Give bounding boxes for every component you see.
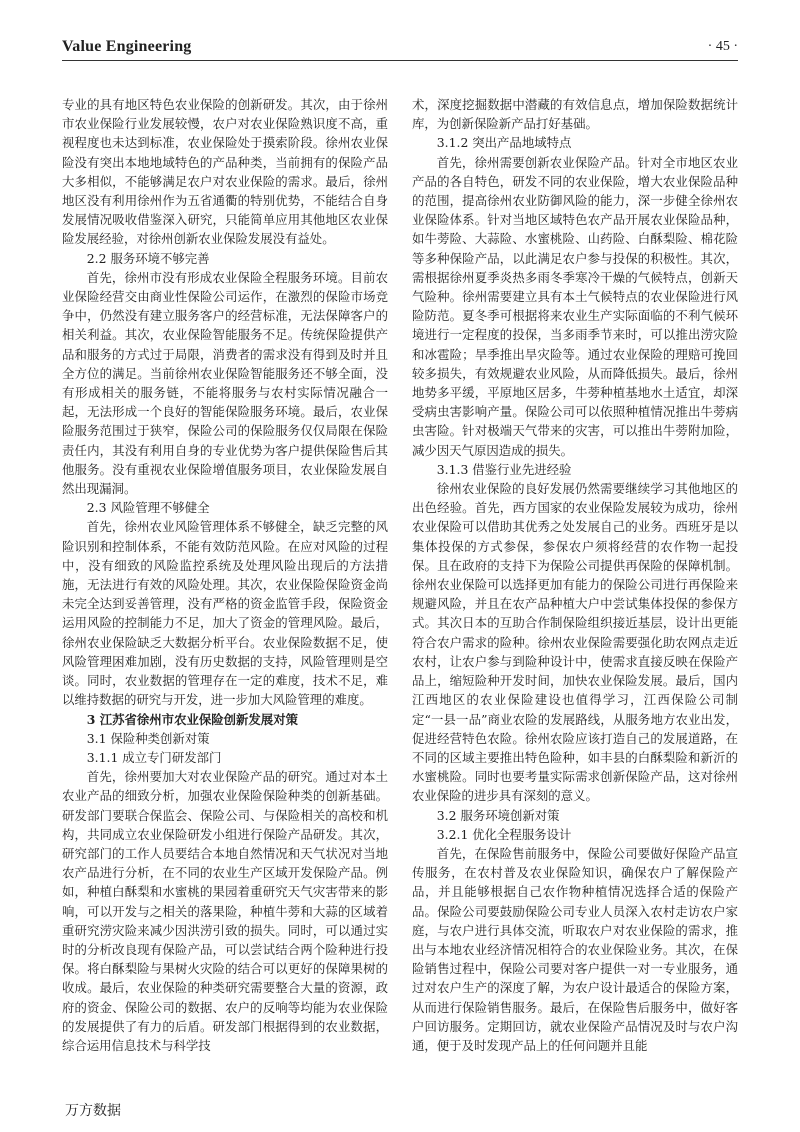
paragraph: 首先，徐州要加大对农业保险产品的研究。通过对本土农业产品的细致分析，加强农业保险保险种类的创新基础。研发部门要联合保监会、保险公司、与保险相关的高校和机构，共同成立农业保险研发小组进行保险产品研发。其次，研究部门的工作人员要结合本地自然情况和天气状况对当地农产品进行分析，在不同的农业生产区域开发保险产品。例如，种植白酥梨和水蜜桃的果园着重研究天气灾害带来的影响，可以开发与之相关的落果险，种植牛蒡和大蒜的区域着重研究涝灾险来减少因洪涝引致的损失。同时，可以通过实时的分析改良现有保险产品，可以尝试结合两个险种进行投保。将白酥梨险与果树火灾险的结合可以更好的保障果树的收成。最后，农业保险的种类研究需要整合大量的资源，政府的资金、保险公司的数据、农户的反响等均能为农业保险的发展提供了有力的后盾。研发部门根据得到的农业数据，综合运用信息技术与科学技 xyxy=(62,769,388,1053)
section-heading-3-2-1: 3.2.1 优化全程服务设计 xyxy=(436,826,572,842)
header-rule xyxy=(62,60,738,61)
section-heading-3-1-1: 3.1.1 成立专门研发部门 xyxy=(86,749,222,765)
paragraph: 术，深度挖掘数据中潜藏的有效信息点，增加保险数据统计库，为创新保险新产品打好基础。 xyxy=(412,97,738,132)
section-heading-3-1-2: 3.1.2 突出产品地域特点 xyxy=(436,135,572,151)
paragraph: 徐州农业保险的良好发展仍然需要继续学习其他地区的出色经验。首先，西方国家的农业保险发展较为成功，徐州农业保险可以借助其优秀之处发展自己的业务。西班牙是以集体投保的方式参保，参保农户须将经营的农作物一起投保。且在政府的支持下为保险公司提供再保险的保障机制。徐州农业保险可以选择更加有能力的保险公司进行再保险来规避风险，并且在农产品种植大户中尝试集体投保的参保方式。其次日本的互助合作制保险组织接近基层，设计出更能符合农户需求的险种。徐州农业保险需要强化助农网点走近农村，让农户参与到险种设计中，使需求直接反映在保险产品上，缩短险种开发时间，加快农业保险发展。最后，国内江西地区的农业保险建设也值得学习，江西保险公司制定“一县一品”商业农险的发展路线，从服务地方农业出发，促进经营特色农险。徐州农险应该打造自己的发展道路，在不同的区域主要推出特色险种，如丰县的白酥梨险和新沂的水蜜桃险。同时也要考量实际需求创新保险产品，这对徐州农业保险的进步具有深刻的意义。 xyxy=(412,481,738,804)
section-heading-3: 3 江苏省徐州市农业保险创新发展对策 xyxy=(86,711,298,727)
section-heading-3-2: 3.2 服务环境创新对策 xyxy=(436,807,560,823)
paragraph: 专业的具有地区特色农业保险的创新研发。其次，由于徐州市农业保险行业发展较慢，农户对农业保险熟识度不高，重视程度也未达到标准，农业保险处于摸索阶段。徐州农业保险没有突出本地地域特色的产品种类，当前拥有的保险产品大多相似，不能够满足农户对农业保险的需求。最后，徐州地区没有利用徐州作为五省通衢的特别优势，不能结合自身发展情况吸收借鉴深入研究，只能简单应用其他地区农业保险发展经验，对徐州创新农业保险发展没有益处。 xyxy=(62,97,388,247)
paragraph: 首先，徐州市没有形成农业保险全程服务环境。目前农业保险经营交由商业性保险公司运作，在激烈的保险市场竞争中，仍然没有建立服务客户的经营标准，无法保障客户的相关利益。其次，农业保险智能服务不足。传统保险提供产品和服务的方式过于局限，消费者的需求没有得到及时并且全方位的满足。当前徐州农业保险智能服务还不够全面，没有形成相关的服务链，不能将服务与农村实际情况融合一起，无法形成一个良好的智能保险服务环境。最后，农业保险服务范围过于狭窄，保险公司的保险服务仅仅局限在保险责任内，其没有利用自身的专业优势为客户提供保险售后其他服务。没有重视农业保险增值服务项目，农业保险发展自然出现漏洞。 xyxy=(62,269,388,497)
paragraph: 首先，徐州农业风险管理体系不够健全，缺乏完整的风险识别和控制体系，不能有效防范风险。在应对风险的过程中，没有细致的风险监控系统及处理风险出现后的方法措施，无法进行有效的风险处理。其次，农业保险保险资金尚未完全达到妥善管理，没有严格的资金监管手段，保险资金运用风险的控制能力不足，加大了资金的管理风险。最后，徐州农业保险缺乏大数据分析平台。农业保险数据不足，使风险管理困难加剧，没有历史数据的支持，风险管理则是空谈。同时，农业数据的管理存在一定的难度，技术不足，难以维持数据的研究与开发，进一步加大风险管理的难度。 xyxy=(62,519,388,708)
section-heading-2-3: 2.3 风险管理不够健全 xyxy=(86,500,210,516)
section-heading-2-2: 2.2 服务环境不够完善 xyxy=(86,250,210,266)
page-number: · 45 · xyxy=(707,39,738,54)
section-heading-3-1: 3.1 保险种类创新对策 xyxy=(86,730,210,746)
source-watermark: 万方数据 xyxy=(65,1103,121,1119)
paragraph: 首先，在保险售前服务中，保险公司要做好保险产品宣传服务，在农村普及农业保险知识，确保农户了解保险产品，并且能够根据自己农作物种植情况选择合适的保险产品。保险公司要鼓励保险公司专业人员深入农村走访农户家庭，与农户进行具体交流，听取农户对农业保险的需求，推出与本地农业经济情况相符合的农业保险业务。其次，在保险销售过程中，保险公司要对客户提供一对一专业服务，通过对农户生产的深度了解，为农户设计最适合的保险方案，从而进行保险销售服务。最后，在保险售后服务中，做好客户回访服务。定期回访，就农业保险产品情况及时与农户沟通，便于及时发现产品上的任何问题并且能 xyxy=(412,845,738,1053)
section-heading-3-1-3: 3.1.3 借鉴行业先进经验 xyxy=(436,461,572,477)
right-column xyxy=(412,95,738,1055)
running-header xyxy=(62,38,738,60)
paragraph: 首先，徐州需要创新农业保险产品。针对全市地区农业产品的各自特色，研发不同的农业保险，增大农业保险品种的范围，提高徐州农业防御风险的能力，深一步健全徐州农业保险体系。针对当地区域特色农产品开展农业保险品种，如牛蒡险、大蒜险、水蜜桃险、山药险、白酥梨险、棉花险等多种保险产品，以此满足农户参与投保的积极性。其次，需根据徐州夏季炎热多雨冬季寒冷干燥的气候特点，创新天气险种。徐州需要建立具有本土气候特点的农业保险进行风险防范。夏冬季可根据将来农业生产实际面临的不利气候环境进行一定程度的投保，当多雨季节来时，可以推出涝灾险和冰雹险；旱季推出旱灾险等。通过农业保险的理赔可挽回较多损失，有效规避农业风险，从而降低损失。最后，徐州地势多平缓，平原地区居多，牛蒡种植基地水土适宜，却深受病虫害影响产量。保险公司可以依照种植情况推出牛蒡病虫害险。针对极端天气带来的灾害，可以推出牛蒡附加险，减少因天气原因造成的损失。 xyxy=(412,154,738,458)
journal-title: Value Engineering xyxy=(62,38,192,55)
left-column xyxy=(62,95,388,1055)
